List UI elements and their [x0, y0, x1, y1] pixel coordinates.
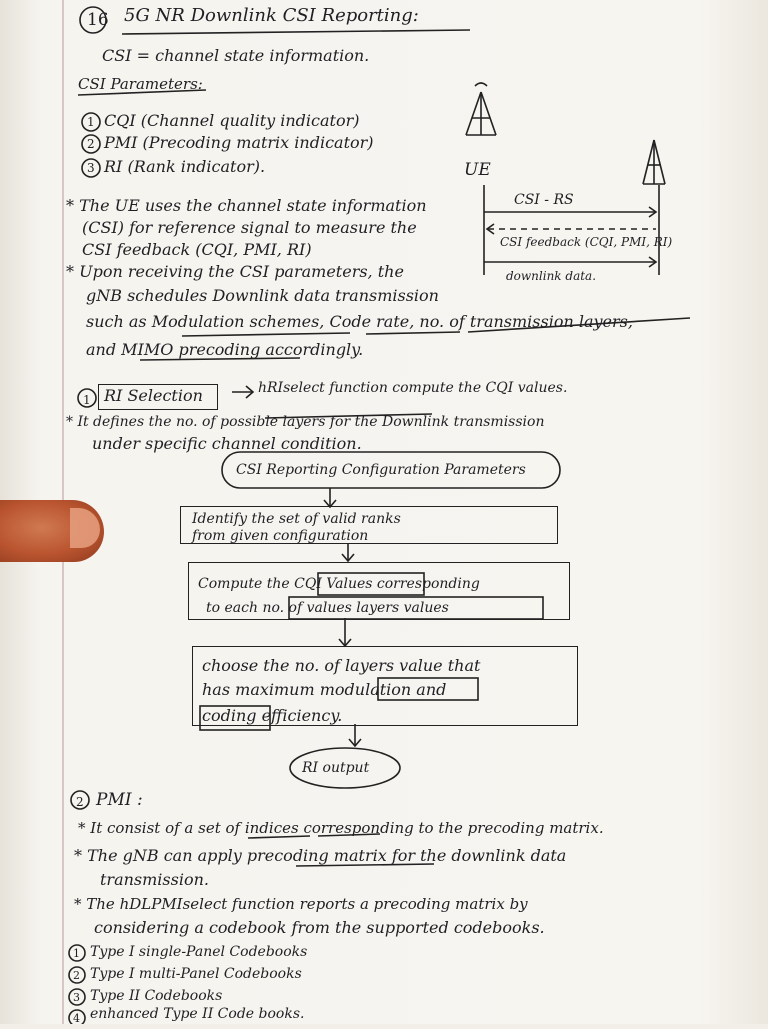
downlink-label: downlink data. — [506, 269, 597, 283]
flow-step-1-line-2: from given configuration — [192, 528, 369, 544]
pmi-line-4: * The hDLPMIselect function reports a precoding matrix by — [74, 895, 528, 913]
flow-step-1-line-1: Identify the set of valid ranks — [192, 511, 401, 527]
parameters-heading: CSI Parameters: — [78, 75, 203, 93]
ri-num: 1 — [83, 393, 91, 407]
param-ri: RI (Rank indicator). — [104, 157, 266, 176]
pmi-line-2: * The gNB can apply precoding matrix for the downlink data — [74, 846, 567, 865]
param-pmi: PMI (Precoding matrix indicator) — [104, 133, 374, 152]
codebook-2: Type I multi-Panel Codebooks — [90, 966, 302, 982]
page-title: 5G NR Downlink CSI Reporting: — [124, 5, 419, 26]
flow-start-text: CSI Reporting Configuration Parameters — [236, 462, 526, 478]
ri-arrow-text: hRIselect function compute the CQI values. — [258, 380, 568, 396]
flow-step-3-line-3: coding efficiency. — [202, 706, 343, 725]
ri-note-2: under specific channel condition. — [92, 434, 362, 453]
flow-step-3-line-1: choose the no. of layers value that — [202, 656, 481, 675]
ri-selection-label: RI Selection — [104, 386, 203, 405]
para-line-5: gNB schedules Downlink data transmission — [86, 286, 439, 305]
codebook-4: enhanced Type II Code books. — [90, 1006, 305, 1022]
pmi-line-3: transmission. — [100, 870, 209, 889]
ue-label: UE — [464, 160, 491, 180]
feedback-label: CSI feedback (CQI, PMI, RI) — [500, 235, 673, 249]
codebook-3: Type II Codebooks — [90, 988, 223, 1004]
codebook-num-1: 1 — [73, 947, 80, 960]
ri-note-1: * It defines the no. of possible layers for the Downlink transmission — [66, 414, 545, 430]
gnb-tower-icon — [466, 83, 496, 135]
flow-step-2-line-1: Compute the CQI Values corresponding — [198, 576, 480, 592]
codebook-num-4: 4 — [73, 1012, 80, 1025]
pmi-num: 2 — [76, 795, 84, 809]
pmi-line-1: * It consist of a set of indices corresponding to the precoding matrix. — [78, 819, 604, 837]
csi-rs-label: CSI - RS — [514, 192, 574, 208]
csi-definition: CSI = channel state information. — [102, 46, 370, 65]
codebook-num-2: 2 — [73, 969, 80, 982]
pmi-line-5: considering a codebook from the supported codebooks. — [94, 918, 545, 937]
flow-step-2-line-2: to each no. of values layers values — [206, 600, 449, 616]
codebook-num-3: 3 — [73, 991, 80, 1004]
para-line-4: * Upon receiving the CSI parameters, the — [66, 262, 404, 281]
para-line-2: (CSI) for reference signal to measure the — [82, 218, 417, 237]
title-underline — [122, 30, 470, 34]
flow-step-3-line-2: has maximum modulation and — [202, 680, 447, 699]
param-cqi: CQI (Channel quality indicator) — [104, 111, 360, 130]
para-line-7: and MIMO precoding accordingly. — [86, 340, 364, 359]
flow-end-text: RI output — [302, 760, 370, 776]
header-number: 16 — [87, 10, 109, 30]
param-num-3: 3 — [87, 161, 95, 175]
ue-tower-icon — [643, 140, 665, 184]
param-num-2: 2 — [87, 137, 95, 151]
para-line-6: such as Modulation schemes, Code rate, no. of transmission layers, — [86, 312, 633, 331]
para-line-1: * The UE uses the channel state information — [66, 196, 427, 215]
codebook-1: Type I single-Panel Codebooks — [90, 944, 308, 960]
param-num-1: 1 — [87, 115, 95, 129]
pmi-heading: PMI : — [96, 790, 143, 810]
para-line-3: CSI feedback (CQI, PMI, RI) — [82, 240, 312, 259]
